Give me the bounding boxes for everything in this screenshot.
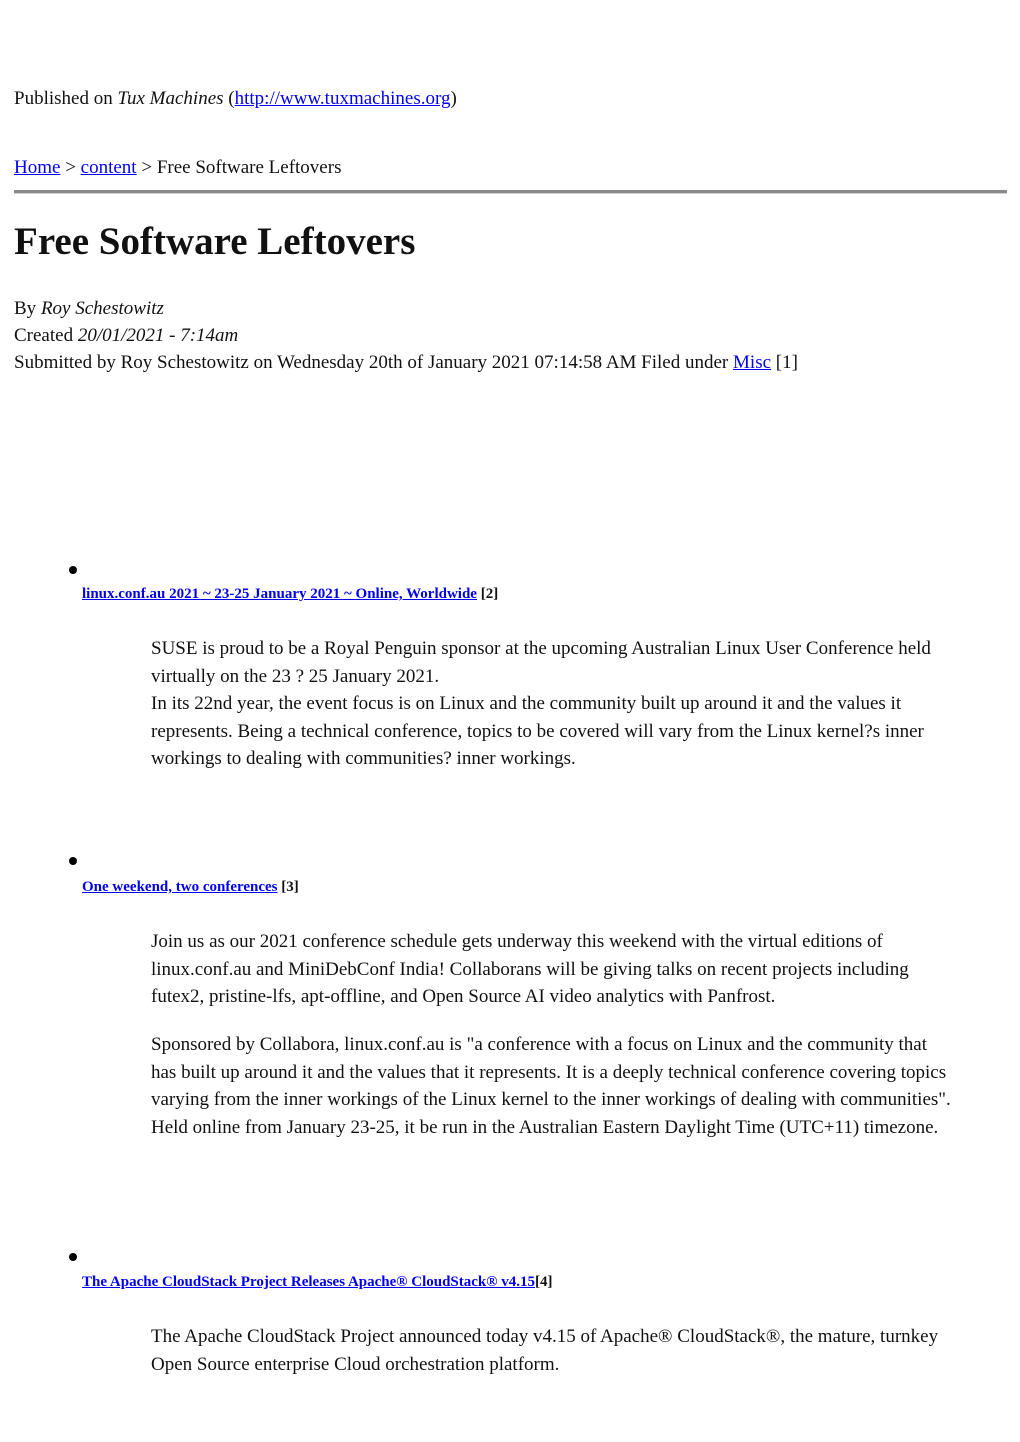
site-url-link[interactable]: http://www.tuxmachines.org [234, 88, 451, 109]
item-paragraph: In its 22nd year, the event focus is on Linux and the community built up around it and the values it represents. Being a technical conference, topics to be covered will vary from the Linux kernel?s inner workings to dealing with communities? inner workings. [151, 693, 924, 769]
item-paragraph: The Apache CloudStack Project announced today v4.15 of Apache® CloudStack®, the mature, turnkey Open Source enterprise Cloud orchestration platform. [151, 1326, 939, 1375]
item-ref: [4] [534, 1274, 553, 1290]
item-paragraph: Join us as our 2021 conference schedule gets underway this weekend with the virtual editions of linux.conf.au and MiniDebConf India! Collaborans will be giving talks on recent projects including futex2, pristine-lfs, apt-offline, and Open Source AI video analytics with Panfrost. [151, 931, 909, 1007]
list-item-title [82, 586, 498, 603]
item-paragraph: SUSE is proud to be a Royal Penguin sponsor at the upcoming Australian Linux User Conference held virtually on the 23 ? 25 January 2021. [151, 638, 931, 687]
header-divider [14, 190, 1007, 194]
list-item-title [82, 1274, 552, 1291]
author-line [14, 298, 164, 320]
created-label: Created [14, 325, 74, 346]
item-link[interactable]: linux.conf.au 2021 ~ 23-25 January 2021 ~ Online, Worldwide [82, 586, 477, 602]
breadcrumb-home-link[interactable]: Home [14, 157, 61, 178]
submitted-line [14, 352, 798, 374]
item-link[interactable]: One weekend, two conferences [82, 879, 278, 895]
created-line [14, 325, 238, 347]
breadcrumb: Home > content > Free Software Leftovers [14, 157, 342, 178]
item-link[interactable]: The Apache CloudStack Project Releases Apache® CloudStack® v4.15 [82, 1274, 535, 1290]
author-name: Roy Schestowitz [40, 298, 164, 319]
submitted-text: Submitted by Roy Schestowitz on Wednesday 20th of January 2021 07:14:58 AM Filed under [14, 352, 729, 373]
category-link[interactable]: Misc [733, 352, 772, 373]
by-label: By [14, 298, 37, 319]
list-item-title [82, 879, 299, 896]
list-bullet [69, 566, 77, 574]
breadcrumb-content-link[interactable]: content [80, 157, 137, 178]
page-title: Free Software Leftovers [14, 220, 416, 263]
list-bullet [69, 857, 77, 865]
item-ref: [3] [281, 879, 299, 895]
published-line: Published on Tux Machines (http://www.tuxmachines.org) [14, 88, 457, 109]
category-ref: [1] [775, 352, 798, 373]
site-name: Tux Machines [117, 88, 224, 109]
item-paragraph: Sponsored by Collabora, linux.conf.au is "a conference with a focus on Linux and the community that has built up around it and the values that it represents. It is a deeply technical conference covering topics varying from the inner workings of the Linux kernel to the inner workings of dealing with communities". Held online from January 23-25, it be run in the Australian Eastern Daylight Time (UTC+11) timezone. [151, 1034, 951, 1138]
list-bullet [69, 1253, 77, 1261]
item-ref: [2] [480, 586, 499, 602]
created-date: 20/01/2021 - 7:14am [77, 325, 239, 346]
breadcrumb-current: Free Software Leftovers [156, 157, 342, 178]
published-prefix: Published on [14, 88, 113, 109]
